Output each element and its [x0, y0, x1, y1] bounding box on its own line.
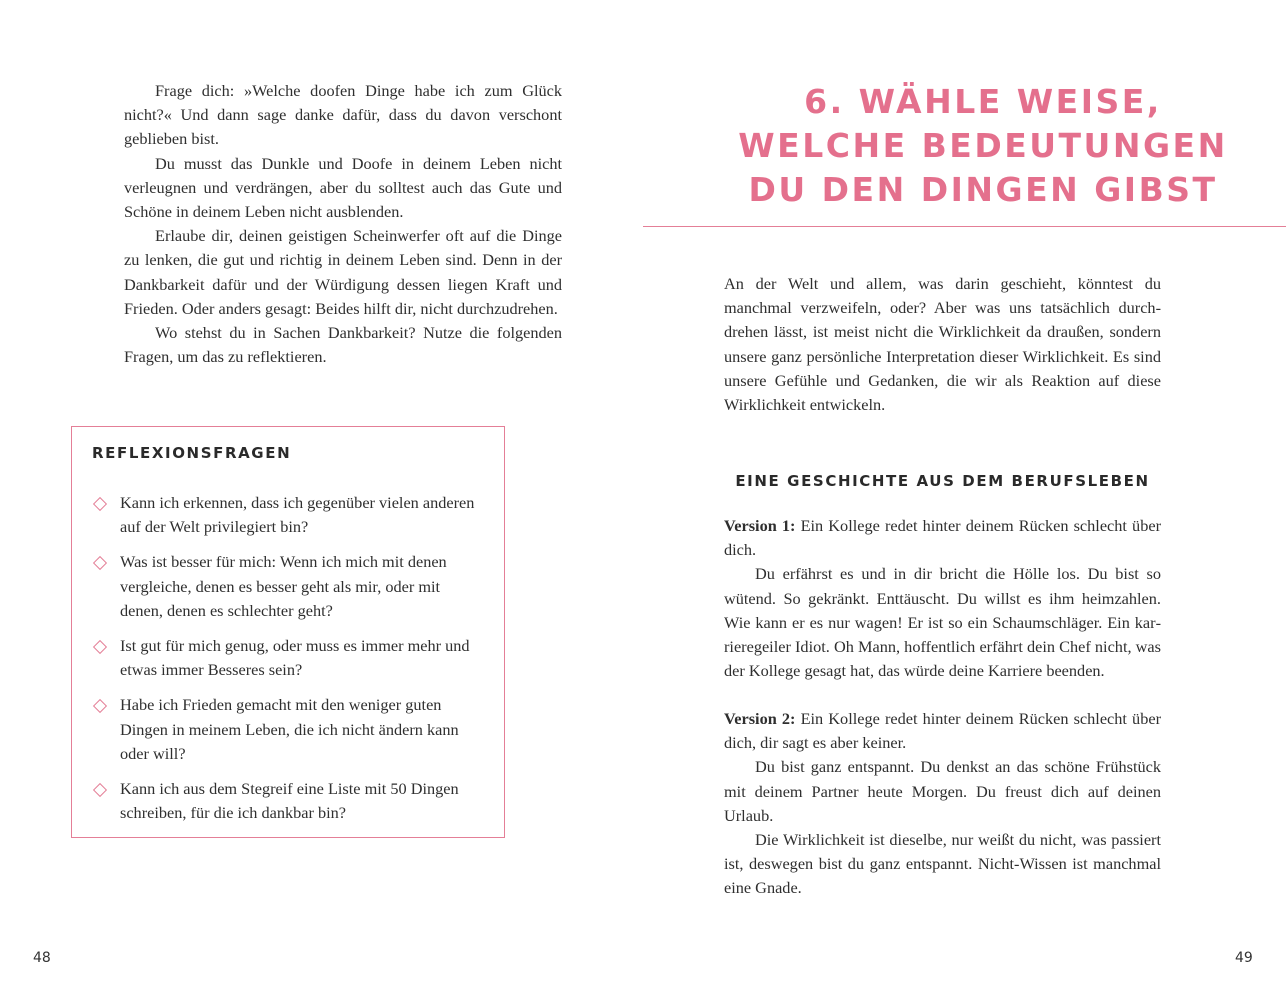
box-title: REFLEXIONSFRAGEN	[92, 444, 292, 462]
list-item	[92, 777, 486, 825]
question-text: Habe ich Frieden gemacht mit den weniger guten Dingen in meinem Leben, die ich nicht ändern kann oder will?	[120, 695, 459, 763]
version-text: Ein Kollege redet hinter deinem Rücken schlecht über dich, dir sagt es aber keiner.	[724, 709, 1161, 753]
diamond-bullet-icon	[93, 556, 107, 570]
section-heading: EINE GESCHICHTE AUS DEM BERUFSLEBEN	[735, 472, 1150, 490]
reflection-questions-box	[71, 426, 505, 838]
chapter-title	[723, 80, 1243, 212]
question-text: Was ist besser für mich: Wenn ich mich mit denen vergleiche, denen es besser geht als mir, oder mit denen, denen es schlechter geht?	[120, 552, 447, 620]
list-item	[92, 634, 486, 682]
diamond-bullet-icon	[93, 497, 107, 511]
question-text: Ist gut für mich genug, oder muss es immer mehr und etwas immer Besseres sein?	[120, 636, 470, 680]
paragraph: Die Wirklichkeit ist dieselbe, nur weißt du nicht, was passiert ist, deswegen bist du ganz entspannt. Nicht-Wissen ist manchmal eine Gnade.	[724, 830, 1161, 898]
question-list	[92, 491, 486, 836]
diamond-bullet-icon	[93, 699, 107, 713]
version-text: Ein Kollege redet hinter deinem Rücken schlecht über dich.	[724, 516, 1161, 560]
paragraph: An der Welt und allem, was darin geschieht, könntest du manchmal verzweifeln, oder? Aber was uns tatsächlich durchdrehen lässt, ist meist nicht die Wirklichkeit da draußen, sondern unsere ganz persönliche Interpretation dieser Wirklichkeit. Es sind unsere Gefühle und Gedanken, die wir als Reaktion auf diese Wirklichkeit entwickeln.	[724, 274, 1161, 415]
paragraph: Du erfährst es und in dir bricht die Hölle los. Du bist so wütend. So gekränkt. Enttäuscht. Du willst es ihm heimzahlen. Wie kann er es nur wagen! Er ist so ein Schaumschläger. Ein karrieregeiler Idiot. Oh Mann, hoffentlich erfährt dein Chef nicht, was der Kollege gesagt hat, das würde deine Karriere beenden.	[724, 564, 1161, 681]
chapter-title-line: DU DEN DINGEN GIBST	[748, 170, 1218, 209]
diamond-bullet-icon	[93, 783, 107, 797]
paragraph	[724, 707, 1161, 755]
paragraph: Erlaube dir, deinen geistigen Scheinwerfer oft auf die Dinge zu lenken, die gut und richtig in deinem Leben sind. Denn in der Dankbarkeit dafür und der Würdigung dessen liegen Kraft und Frieden. Oder anders gesagt: Beides hilft dir, nicht durchzudrehen.	[124, 226, 562, 318]
version-label: Version 1:	[724, 516, 796, 535]
right-page	[643, 0, 1286, 1000]
chapter-title-line: 6. WÄHLE WEISE,	[804, 82, 1162, 121]
diamond-bullet-icon	[93, 640, 107, 654]
list-item	[92, 550, 486, 623]
version-label: Version 2:	[724, 709, 796, 728]
intro-text	[724, 272, 1161, 417]
page-number: 49	[1235, 950, 1253, 966]
question-text: Kann ich erkennen, dass ich gegenüber vielen anderen auf der Welt privilegiert bin?	[120, 493, 475, 537]
page-number: 48	[33, 950, 51, 966]
paragraph: Du bist ganz entspannt. Du denkst an das schöne Frühstück mit deinem Partner heute Morgen. Du freust dich auf deinen Urlaub.	[724, 757, 1161, 825]
version-2	[724, 707, 1161, 901]
paragraph: Wo stehst du in Sachen Dankbarkeit? Nutze die folgenden Fragen, um das zu reflektieren.	[124, 323, 562, 367]
paragraph: Du musst das Dunkle und Doofe in deinem Leben nicht verleugnen und verdrängen, aber du solltest auch das Gute und Schöne in deinem Leben nicht ausblenden.	[124, 153, 562, 222]
paragraph: Frage dich: »Welche doofen Dinge habe ich zum Glück nicht?« Und dann sage danke dafür, dass du davon verschont geblieben bist.	[124, 81, 562, 149]
left-body-text	[124, 79, 562, 369]
divider	[643, 226, 1286, 227]
chapter-title-line: WELCHE BEDEUTUNGEN	[738, 126, 1228, 165]
version-1	[724, 514, 1161, 683]
list-item	[92, 693, 486, 766]
question-text: Kann ich aus dem Stegreif eine Liste mit 50 Dingen schreiben, für die ich dankbar bin?	[120, 779, 459, 823]
list-item	[92, 491, 486, 539]
paragraph	[724, 514, 1161, 562]
